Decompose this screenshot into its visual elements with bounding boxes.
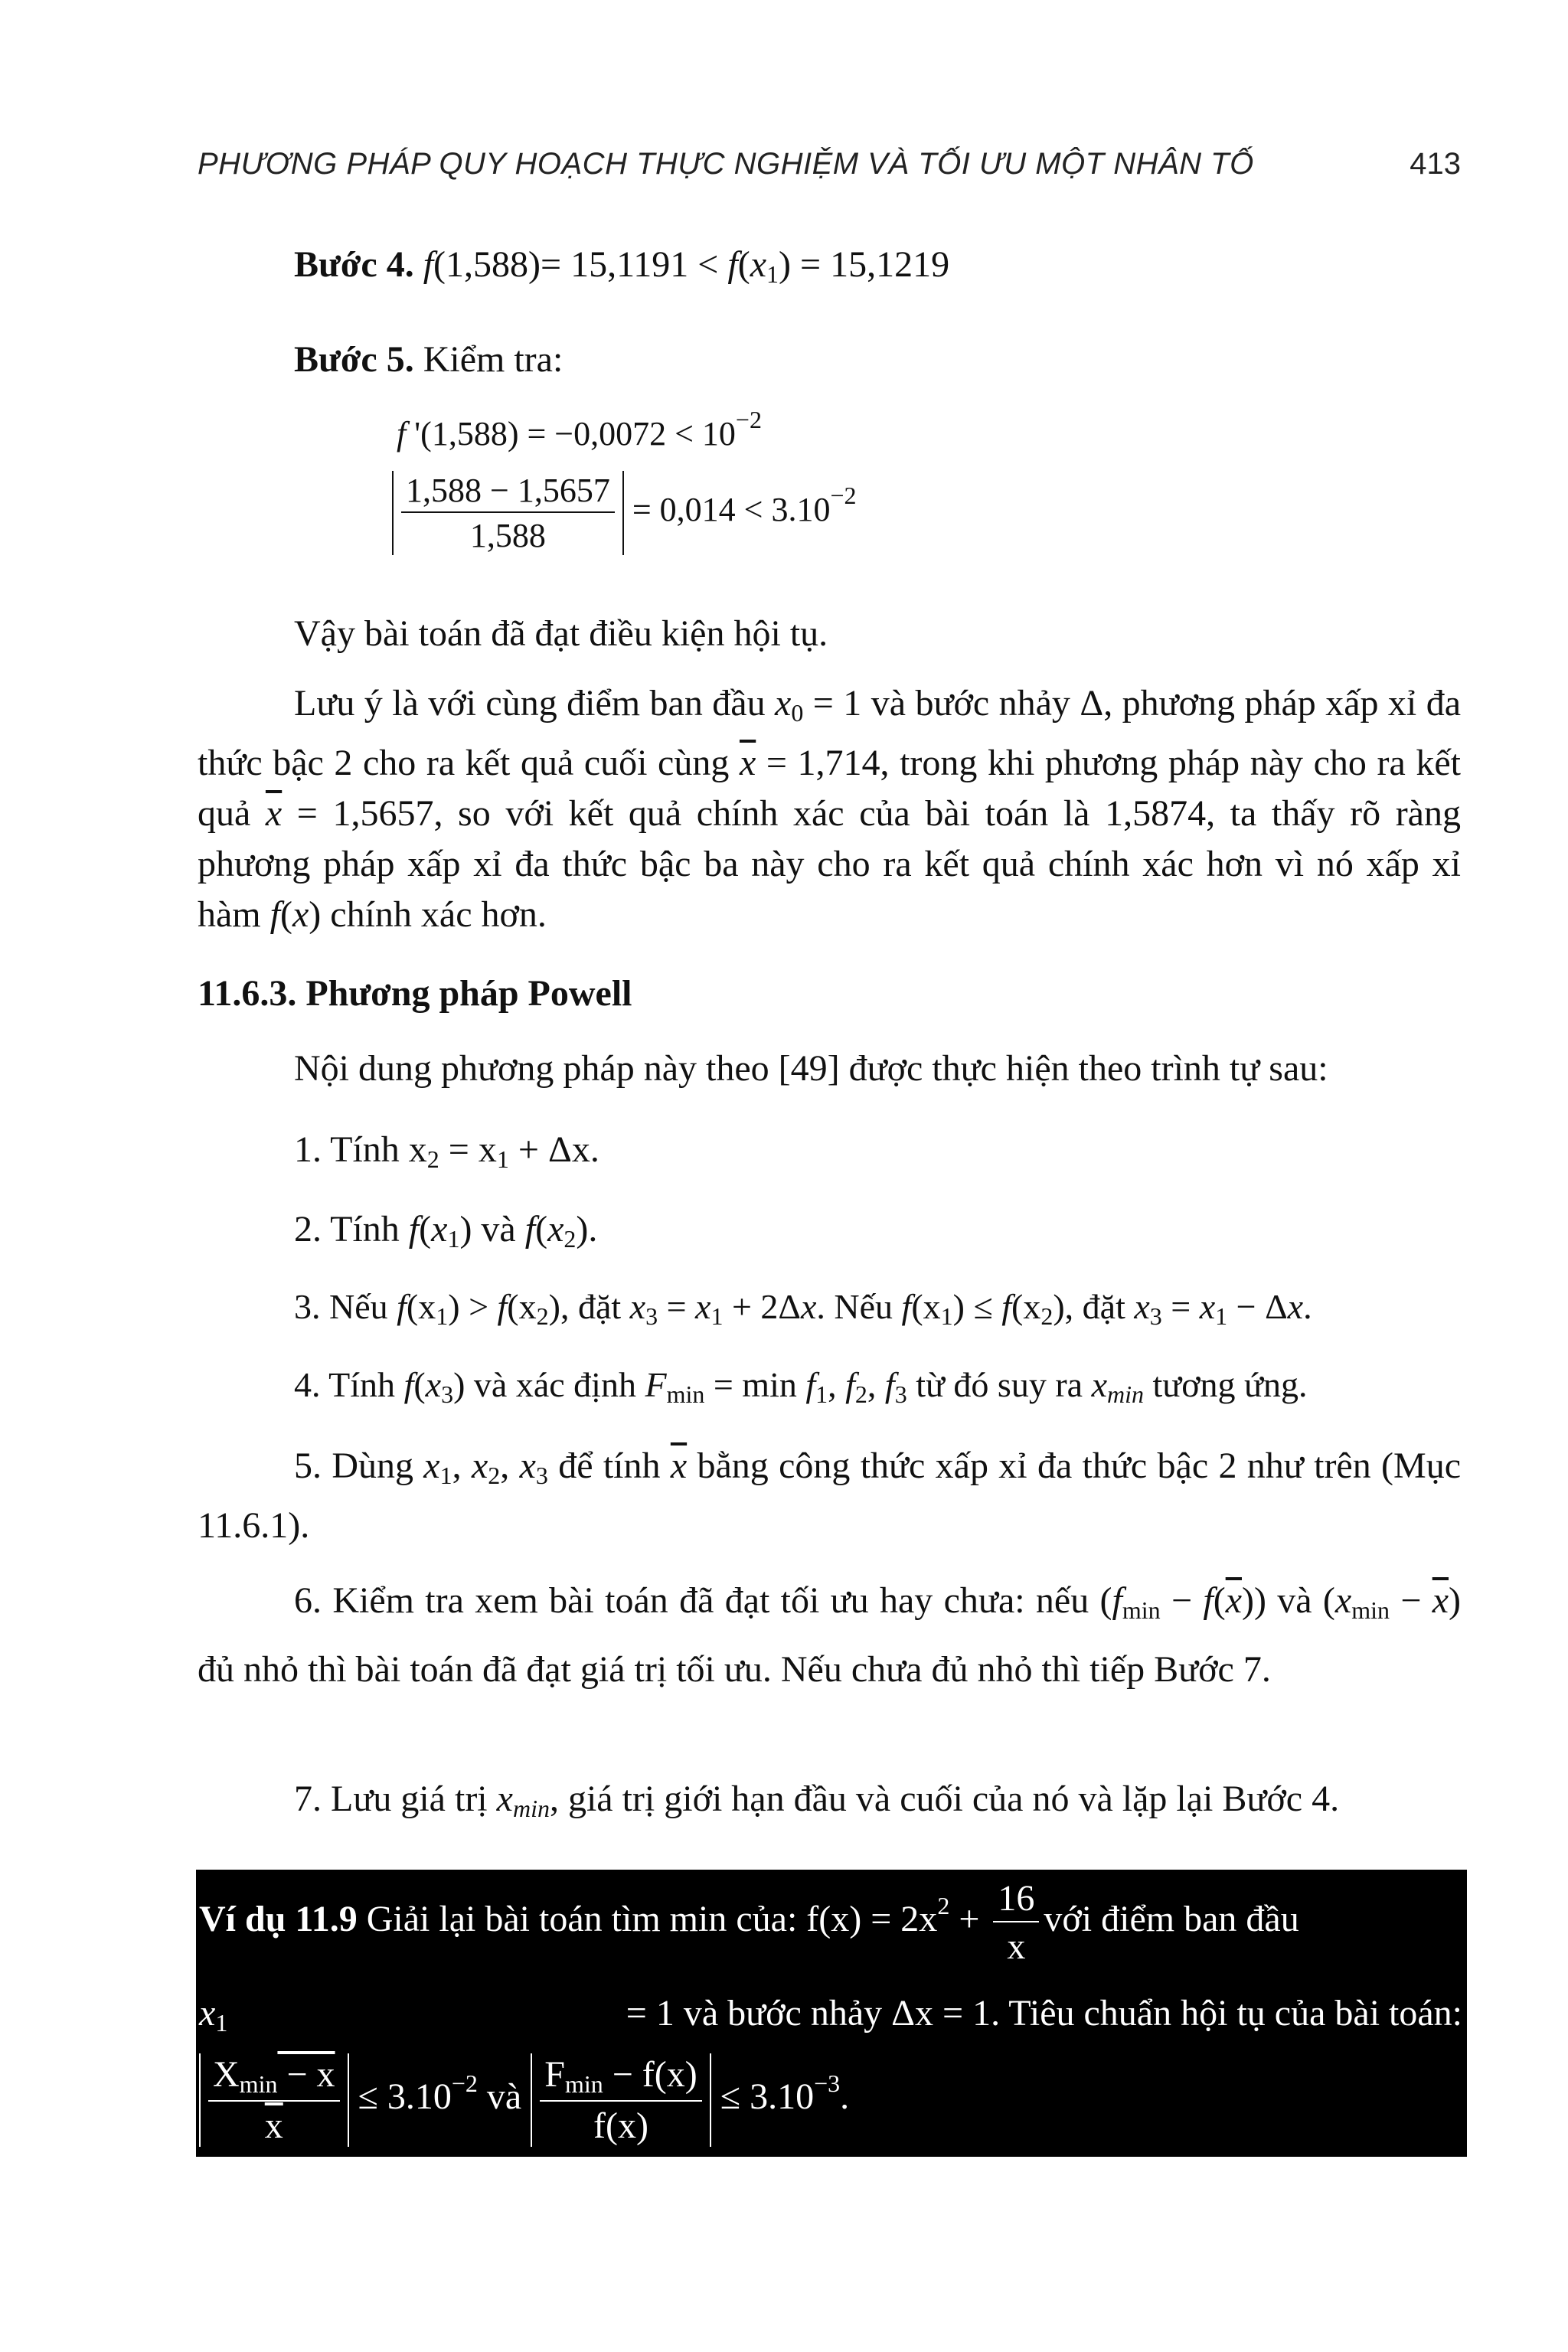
powell-step-4: 4. Tính $f(x_3)$ và xác định $F_{min} = \min f_1$, $f_2$, $f_3$ từ đó suy ra $x_{min}$ tương ứng. <box>294 1365 1308 1408</box>
step4-label: Bước 4. <box>294 244 414 285</box>
relative-error-check: $\frac{1,588 - 1,5657}{1,588}$ = $0,014 < 3.10^{-2}$ <box>392 471 857 555</box>
note-paragraph: Lưu ý là với cùng điểm ban đầu $x_0 = 1$ và bước nhảy Δ, phương pháp xấp xỉ đa thức bậc 2 cho ra kết quả cuối cùng $\overline{x} = 1,714$, trong khi phương pháp này cho ra kết quả $\overline{x} = 1,5657$, so với kết quả chính xác của bài toán là 1,5874, ta thấy rõ ràng phương pháp xấp xỉ đa thức bậc ba này cho ra kết quả chính xác hơn vì nó xấp xỉ hàm f(x) chính xác hơn. <box>198 683 1462 935</box>
example-box <box>196 1870 1467 2157</box>
powell-step-2: 2. Tính $f(x_1)$ và $f(x_2)$. <box>294 1209 598 1253</box>
powell-step-6: 6. Kiểm tra xem bài toán đã đạt tối ưu hay chưa: nếu $(f_{min} - f(\overline{x}))$ và $(x_{min} - \overline{x})$ đủ nhỏ thì bài toán đã đạt giá trị tối ưu. Nếu chưa đủ nhỏ thì tiếp Bước 7. <box>198 1580 1462 1690</box>
powell-step-7: 7. Lưu giá trị $x_{min}$, giá trị giới hạn đầu và cuối của nó và lặp lại Bước 4. <box>294 1779 1340 1822</box>
running-header: PHƯƠNG PHÁP QUY HOẠCH THỰC NGHIỆM VÀ TỐI ƯU MỘT NHÂN TỐ <box>198 147 1254 181</box>
page-number: 413 <box>1410 147 1461 181</box>
step5-line: Bước 5. Kiểm tra: <box>294 339 564 380</box>
powell-step-1: 1. Tính $x_2 = x_1 + \Delta x$. <box>294 1129 599 1173</box>
example-line-2: $x_1$ = 1 và bước nhảy Δx = 1. Tiêu chuẩn hội tụ của bài toán: <box>199 1993 1462 2037</box>
step4-line: Bước 4. $f(1,588)= 15,1191 < f(x_1) = 15,1219$ <box>294 244 950 288</box>
powell-step-3: 3. Nếu $f(x_1) > f(x_2)$, đặt $x_3 = x_1 + 2\Delta x$. Nếu $f(x_1) \le f(x_2)$, đặt $x_3 = x_1 - \Delta x$. <box>294 1287 1312 1330</box>
example-label: Ví dụ 11.9 <box>199 1899 358 1940</box>
section-intro: Nội dung phương pháp này theo [49] được thực hiện theo trình tự sau: <box>294 1048 1328 1089</box>
example-line-3: $\frac{X_{min} - x}{x}$ ≤ $3.10^{-2}$ và $\frac{F_{min} - f(x)}{f(x)}$ ≤ $3.10^{-3}$. <box>199 2053 849 2147</box>
convergence-text: Vậy bài toán đã đạt điều kiện hội tụ. <box>294 613 828 654</box>
section-heading: 11.6.3. Phương pháp Powell <box>198 973 632 1014</box>
derivative-check: f '$(1,588) = -0,0072 < 10^{-2}$ <box>397 406 762 452</box>
step5-label: Bước 5. <box>294 339 414 380</box>
powell-step-5: 5. Dùng $x_1$, $x_2$, $x_3$ để tính $\overline{x}$ bằng công thức xấp xỉ đa thức bậc 2 như trên (Mục 11.6.1). <box>198 1446 1462 1546</box>
example-line-1: Ví dụ 11.9 Giải lại bài toán tìm min của: $f(x) = 2x^2$ + $\frac{16}{x}$ với điểm ban đầu <box>199 1878 1299 1967</box>
